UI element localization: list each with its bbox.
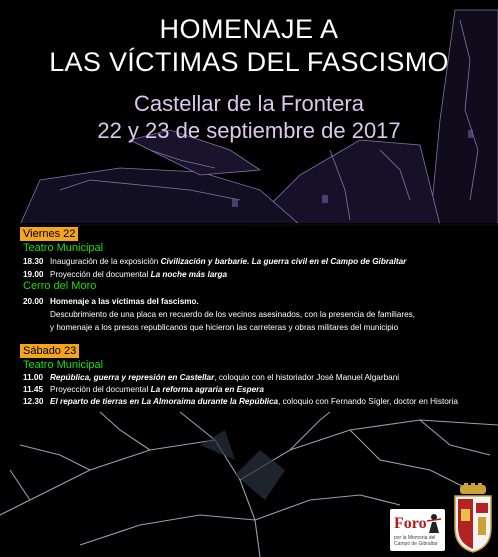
event-description-line: y homenaje a los presos republicanos que hicieron las carreteras y obras militares del municipio (50, 323, 399, 332)
foro-memoria-logo (390, 509, 445, 551)
event-time: 11.00 (23, 373, 44, 382)
venue-cerro-del-moro: Cerro del Moro (23, 280, 97, 292)
venue-teatro-municipal-2: Teatro Municipal (23, 359, 104, 371)
event-time: 19.00 (23, 270, 44, 279)
foro-logo-name: Foro (394, 515, 427, 532)
event-time: 18.30 (23, 257, 44, 266)
municipal-coat-of-arms-icon (452, 483, 494, 553)
event-row: 11.45 Proyección del documental La reforma agraria en Espera (23, 385, 264, 394)
event-row: 20.00 Homenaje a las víctimas del fascismo. (23, 297, 199, 306)
program-panel (0, 223, 498, 409)
event-row: 12.30 El reparto de tierras en La Almoraima durante la República, coloquio con Fernando Sígler, doctor en Historia (23, 397, 458, 406)
event-location: Castellar de la Frontera (134, 91, 364, 116)
event-description-line: Descubrimiento de una placa en recuerdo de los vecinos asesinados, con la presencia de familiares, (50, 310, 416, 319)
event-row: 11.00 República, guerra y represión en Castellar, coloquio con el historiador José Manuel Algarbani (23, 373, 400, 382)
figure-icon (426, 513, 442, 533)
day-badge-friday: Viernes 22 (20, 227, 78, 241)
day-badge-saturday: Sábado 23 (20, 344, 79, 358)
event-time: 12.30 (23, 397, 44, 406)
event-row: 18.30 Inauguración de la exposición Civilización y barbarie. La guerra civil en el Campo de Gibraltar (23, 257, 407, 266)
foro-logo-subtitle: por la Memoria del Campo de Gibraltar (394, 535, 438, 547)
title-line-1: HOMENAJE A (159, 14, 339, 44)
event-time: 20.00 (23, 297, 44, 306)
event-row: 19.00 Proyección del documental La noche más larga (23, 270, 228, 279)
event-time: 11.45 (23, 385, 44, 394)
event-dates: 22 y 23 de septiembre de 2017 (97, 118, 401, 143)
venue-teatro-municipal-1: Teatro Municipal (23, 242, 104, 254)
title-line-2: LAS VÍCTIMAS DEL FASCISMO (49, 47, 449, 77)
